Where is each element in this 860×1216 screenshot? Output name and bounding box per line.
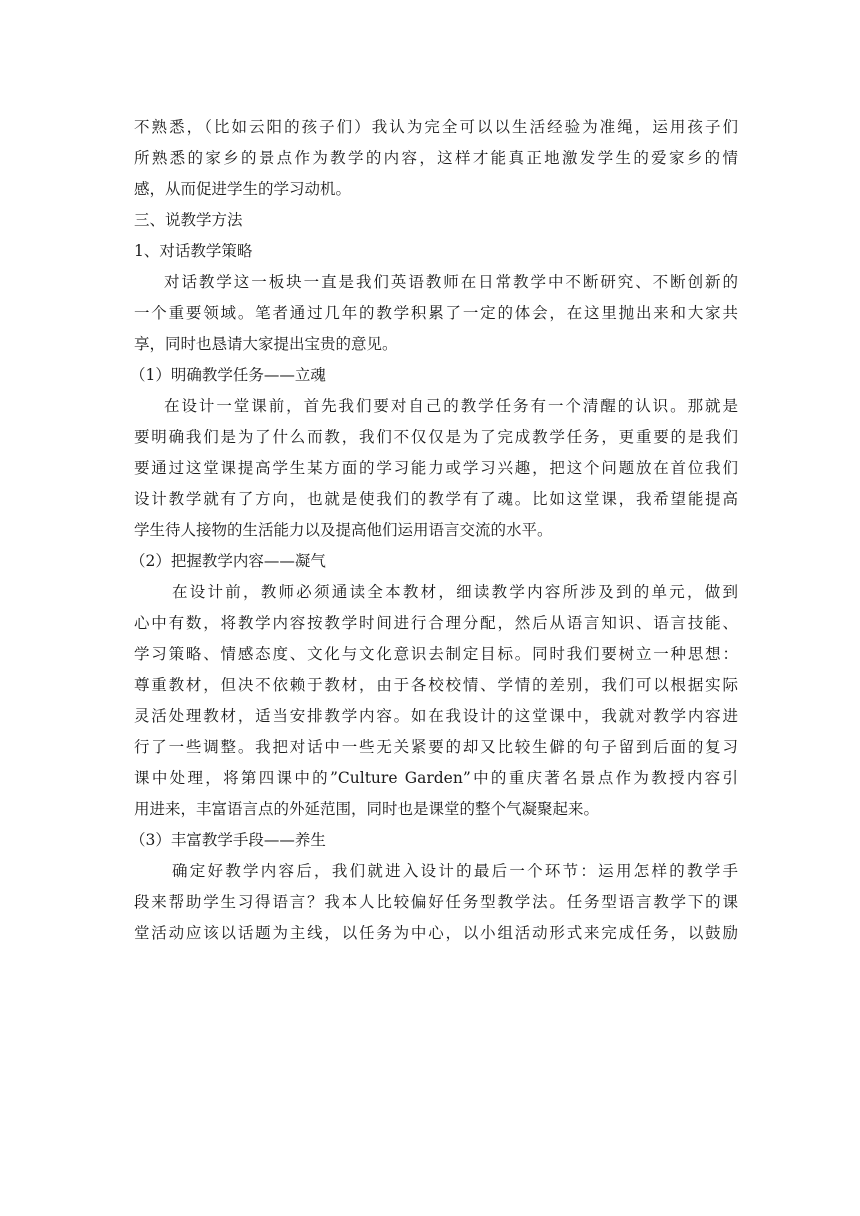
paragraph-line: 行了一些调整。我把对话中一些无关紧要的却又比较生僻的句子留到后面的复习 <box>134 738 738 756</box>
paragraph-line: 确定好教学内容后，我们就进入设计的最后一个环节：运用怎样的教学手 <box>172 862 738 880</box>
paragraph-line: 不熟悉，（比如云阳的孩子们）我认为完全可以以生活经验为准绳，运用孩子们 <box>134 118 738 136</box>
paragraph-line: 用进来，丰富语言点的外延范围，同时也是课堂的整个气凝聚起来。 <box>134 800 600 818</box>
paragraph-line: 设计教学就有了方向，也就是使我们的教学有了魂。比如这堂课，我希望能提高 <box>134 490 738 508</box>
paragraph-line: 享，同时也恳请大家提出宝贵的意见。 <box>134 335 398 353</box>
paragraph-line: 对话教学这一板块一直是我们英语教师在日常教学中不断研究、不断创新的 <box>164 273 738 291</box>
paragraph-line: 课中处理，将第四课中的”Culture Garden”中的重庆著名景点作为教授内容引 <box>134 769 738 787</box>
paragraph-line: 尊重教材，但决不依赖于教材，由于各校校情、学情的差别，我们可以根据实际 <box>134 676 738 694</box>
paragraph-line: 心中有数，将教学内容按教学时间进行合理分配，然后从语言知识、语言技能、 <box>134 614 738 632</box>
paragraph-line: 要通过这堂课提高学生某方面的学习能力或学习兴趣，把这个问题放在首位我们 <box>134 459 738 477</box>
point-heading: （3）丰富教学手段——养生 <box>130 831 326 849</box>
point-heading: （1）明确教学任务——立魂 <box>130 366 326 384</box>
paragraph-line: 要明确我们是为了什么而教，我们不仅仅是为了完成教学任务，更重要的是我们 <box>134 428 738 446</box>
paragraph-line: 堂活动应该以话题为主线，以任务为中心，以小组活动形式来完成任务，以鼓励 <box>134 924 738 942</box>
paragraph-line: 段来帮助学生习得语言？我本人比较偏好任务型教学法。任务型语言教学下的课 <box>134 893 738 911</box>
section-heading: 三、说教学方法 <box>134 211 243 229</box>
paragraph-line: 感，从而促进学生的学习动机。 <box>134 180 352 198</box>
paragraph-line: 学生待人接物的生活能力以及提高他们运用语言交流的水平。 <box>134 521 553 539</box>
paragraph-line: 在设计一堂课前，首先我们要对自己的教学任务有一个清醒的认识。那就是 <box>164 397 738 415</box>
paragraph-line: 学习策略、情感态度、文化与文化意识去制定目标。同时我们要树立一种思想： <box>134 645 738 663</box>
paragraph-line: 灵活处理教材，适当安排教学内容。如在我设计的这堂课中，我就对教学内容进 <box>134 707 738 725</box>
paragraph-line: 一个重要领域。笔者通过几年的教学积累了一定的体会，在这里抛出来和大家共 <box>134 304 738 322</box>
paragraph-line: 所熟悉的家乡的景点作为教学的内容，这样才能真正地激发学生的爱家乡的情 <box>134 149 738 167</box>
point-heading: （2）把握教学内容——凝气 <box>130 552 326 570</box>
subsection-heading: 1、对话教学策略 <box>134 242 253 260</box>
paragraph-line: 在设计前，教师必须通读全本教材，细读教学内容所涉及到的单元，做到 <box>172 583 738 601</box>
document-body <box>130 112 738 949</box>
